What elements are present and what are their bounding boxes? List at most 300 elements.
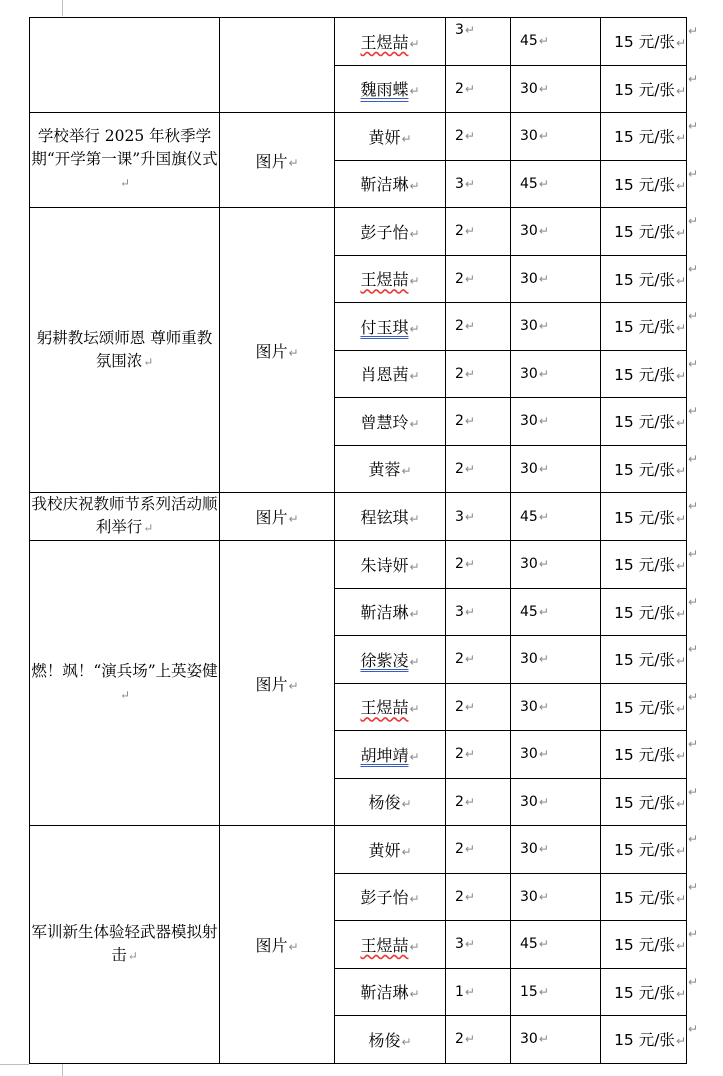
paragraph-mark-icon: ↵ — [464, 224, 475, 239]
paragraph-mark-icon: ↵ — [464, 604, 475, 619]
quantity-value — [446, 699, 475, 715]
paragraph-mark-icon: ↵ — [409, 179, 420, 194]
row-end-mark-icon: ↵ — [687, 832, 698, 846]
image-label: 图片 — [255, 151, 288, 171]
unit-price: 15 元/张 — [614, 318, 675, 337]
quantity-value — [446, 81, 475, 97]
paragraph-mark-icon: ↵ — [409, 321, 420, 336]
table-row — [30, 113, 687, 161]
amount-text: 30 — [520, 128, 538, 145]
amount-cell — [511, 636, 601, 684]
image-cell — [220, 826, 335, 1064]
student-name-cell — [335, 493, 446, 541]
quantity-cell — [446, 398, 511, 446]
paragraph-mark-icon: ↵ — [675, 654, 686, 669]
table-row — [30, 493, 687, 541]
amount-cell — [511, 588, 601, 636]
unit-price: 15 元/张 — [614, 983, 675, 1002]
quantity-text: 2 — [455, 365, 464, 382]
quantity-value — [446, 223, 475, 239]
amount-cell — [511, 731, 601, 779]
paragraph-mark-icon: ↵ — [675, 891, 686, 906]
paragraph-mark-icon: ↵ — [288, 345, 299, 360]
paragraph-mark-icon: ↵ — [464, 509, 475, 524]
quantity-cell — [446, 541, 511, 589]
amount-cell — [511, 65, 601, 113]
paragraph-mark-icon: ↵ — [409, 607, 420, 622]
quantity-cell — [446, 65, 511, 113]
unit-price-cell — [601, 303, 698, 351]
quantity-text: 3 — [455, 175, 464, 192]
quantity-value — [446, 936, 475, 952]
quantity-value — [446, 1031, 475, 1047]
paragraph-mark-icon: ↵ — [675, 749, 686, 764]
news-title-cell — [30, 493, 220, 541]
quantity-value — [446, 176, 475, 192]
student-name: 杨俊 — [368, 793, 401, 813]
quantity-cell — [446, 493, 511, 541]
row-end-mark-icon: ↵ — [687, 784, 698, 799]
paragraph-mark-icon: ↵ — [409, 702, 420, 717]
paragraph-mark-icon: ↵ — [675, 463, 686, 478]
row-end-mark-icon: ↵ — [687, 879, 698, 894]
unit-price: 15 元/张 — [614, 365, 675, 384]
quantity-value — [446, 794, 475, 810]
unit-price-cell — [601, 826, 698, 874]
news-title-cell — [30, 541, 220, 826]
amount-text: 30 — [520, 270, 538, 287]
paragraph-mark-icon: ↵ — [675, 416, 686, 431]
amount-value — [520, 889, 549, 905]
amount-text: 30 — [520, 698, 538, 715]
quantity-cell — [446, 968, 511, 1016]
unit-price: 15 元/张 — [614, 936, 675, 955]
unit-price: 15 元/张 — [614, 746, 675, 765]
news-title: 我校庆祝教师节系列活动顺利举行 — [31, 495, 218, 536]
amount-value — [520, 509, 549, 525]
student-name: 曾慧玲 — [360, 412, 409, 432]
paragraph-mark-icon: ↵ — [538, 889, 549, 904]
paragraph-mark-icon: ↵ — [675, 1034, 686, 1049]
paragraph-mark-icon: ↵ — [675, 701, 686, 716]
paragraph-mark-icon: ↵ — [464, 129, 475, 144]
amount-text: 15 — [520, 983, 538, 1000]
quantity-cell — [446, 208, 511, 256]
student-name: 彭子怡 — [360, 888, 409, 908]
paragraph-mark-icon: ↵ — [464, 842, 475, 857]
paragraph-mark-icon: ↵ — [675, 986, 686, 1001]
quantity-text: 3 — [455, 22, 464, 38]
paragraph-mark-icon: ↵ — [119, 176, 131, 190]
amount-cell — [511, 541, 601, 589]
paragraph-mark-icon: ↵ — [464, 1032, 475, 1047]
quantity-cell — [446, 303, 511, 351]
quantity-cell — [446, 873, 511, 921]
student-name-cell — [335, 921, 446, 969]
paragraph-mark-icon: ↵ — [127, 948, 138, 963]
unit-price: 15 元/张 — [614, 270, 675, 289]
paragraph-mark-icon: ↵ — [401, 131, 412, 146]
paragraph-mark-icon: ↵ — [401, 1034, 412, 1049]
student-name: 王煜喆 — [360, 935, 409, 955]
paragraph-mark-icon: ↵ — [675, 131, 686, 146]
quantity-cell — [446, 113, 511, 161]
news-title-cell — [30, 826, 220, 1064]
quantity-text: 2 — [455, 556, 464, 573]
unit-price-cell — [601, 731, 698, 779]
paragraph-mark-icon: ↵ — [409, 274, 420, 289]
news-title-cell — [30, 208, 220, 493]
amount-cell — [511, 445, 601, 493]
row-end-mark-icon: ↵ — [687, 166, 698, 181]
paragraph-mark-icon: ↵ — [464, 461, 475, 476]
student-name-cell — [335, 65, 446, 113]
amount-value — [520, 461, 549, 477]
quantity-value — [446, 556, 475, 572]
paragraph-mark-icon: ↵ — [143, 521, 154, 535]
paragraph-mark-icon: ↵ — [538, 509, 549, 524]
paragraph-mark-icon: ↵ — [409, 987, 420, 1002]
paragraph-mark-icon: ↵ — [538, 984, 549, 999]
row-end-mark-icon: ↵ — [687, 71, 698, 86]
paragraph-mark-icon: ↵ — [538, 461, 549, 476]
paragraph-mark-icon: ↵ — [675, 36, 686, 51]
amount-cell — [511, 160, 601, 208]
unit-price-cell — [601, 113, 698, 161]
quantity-value — [446, 461, 475, 477]
row-end-mark-icon: ↵ — [687, 261, 698, 276]
paragraph-mark-icon: ↵ — [538, 366, 549, 381]
paragraph-mark-icon: ↵ — [464, 81, 475, 96]
news-title: 躬耕教坛颂师恩 尊师重教氛围浓 — [36, 328, 213, 370]
unit-price: 15 元/张 — [614, 841, 675, 860]
quantity-cell — [446, 636, 511, 684]
paragraph-mark-icon: ↵ — [538, 937, 549, 952]
quantity-cell — [446, 683, 511, 731]
quantity-text: 2 — [455, 1031, 464, 1048]
amount-value — [520, 271, 549, 287]
quantity-value — [446, 271, 475, 287]
quantity-cell — [446, 350, 511, 398]
amount-text: 45 — [520, 603, 538, 620]
paragraph-mark-icon: ↵ — [675, 559, 686, 574]
student-name-cell — [335, 826, 446, 874]
image-label: 图片 — [255, 935, 288, 955]
student-name-cell — [335, 445, 446, 493]
row-end-mark-icon: ↵ — [687, 737, 698, 751]
paragraph-mark-icon: ↵ — [538, 34, 549, 49]
amount-cell — [511, 921, 601, 969]
paragraph-mark-icon: ↵ — [409, 512, 420, 526]
unit-price: 15 元/张 — [614, 80, 675, 99]
unit-price: 15 元/张 — [614, 175, 675, 194]
quantity-text: 2 — [455, 698, 464, 715]
student-name: 黄妍 — [368, 127, 401, 147]
quantity-value — [446, 889, 475, 905]
paragraph-mark-icon: ↵ — [464, 699, 475, 714]
amount-value — [520, 413, 549, 429]
student-name-cell — [335, 255, 446, 303]
row-end-mark-icon: ↵ — [687, 404, 698, 418]
page-corner-mark-top — [62, 0, 63, 16]
paragraph-mark-icon: ↵ — [538, 604, 549, 619]
page-corner-mark-bottom-h — [0, 1064, 29, 1065]
student-name: 程铉琪 — [360, 508, 409, 527]
paragraph-mark-icon: ↵ — [538, 557, 549, 572]
amount-value — [520, 223, 549, 239]
paragraph-mark-icon: ↵ — [675, 321, 686, 336]
student-name-cell — [335, 208, 446, 256]
amount-cell — [511, 350, 601, 398]
student-name-cell — [335, 778, 446, 826]
row-end-mark-icon: ↵ — [687, 499, 698, 513]
unit-price: 15 元/张 — [614, 603, 675, 622]
row-end-mark-icon: ↵ — [687, 356, 698, 371]
paragraph-mark-icon: ↵ — [538, 224, 549, 239]
amount-cell — [511, 255, 601, 303]
paragraph-mark-icon: ↵ — [675, 368, 686, 383]
table-row — [30, 541, 687, 589]
quantity-text: 1 — [455, 983, 464, 1000]
student-name-cell — [335, 350, 446, 398]
quantity-cell — [446, 18, 511, 66]
student-name: 黄妍 — [368, 840, 401, 860]
paragraph-mark-icon: ↵ — [675, 796, 686, 811]
image-cell — [220, 541, 335, 826]
paragraph-mark-icon: ↵ — [464, 271, 475, 286]
paragraph-mark-icon: ↵ — [675, 606, 686, 621]
amount-cell — [511, 778, 601, 826]
paragraph-mark-icon: ↵ — [401, 844, 412, 859]
student-name-cell — [335, 160, 446, 208]
row-end-mark-icon: ↵ — [687, 594, 698, 609]
paragraph-mark-icon: ↵ — [464, 414, 475, 429]
quantity-text: 2 — [455, 270, 464, 287]
quantity-text: 2 — [455, 128, 464, 145]
unit-price: 15 元/张 — [614, 33, 675, 52]
paragraph-mark-icon: ↵ — [675, 939, 686, 954]
unit-price: 15 元/张 — [614, 793, 675, 812]
quantity-value — [446, 366, 475, 382]
amount-value — [520, 984, 549, 1000]
paragraph-mark-icon: ↵ — [464, 937, 475, 952]
amount-text: 45 — [520, 508, 538, 525]
news-title: 军训新生体验轻武器模拟射击 — [31, 922, 218, 964]
row-end-mark-icon: ↵ — [687, 927, 698, 941]
unit-price: 15 元/张 — [614, 223, 675, 242]
student-name: 靳洁琳 — [360, 603, 409, 623]
amount-value — [520, 841, 549, 857]
table-row — [30, 18, 687, 66]
student-name: 朱诗妍 — [360, 555, 409, 575]
amount-value — [520, 176, 549, 192]
paragraph-mark-icon: ↵ — [288, 939, 299, 954]
row-end-mark-icon: ↵ — [687, 451, 698, 466]
unit-price-cell — [601, 350, 698, 398]
student-name: 靳洁琳 — [360, 175, 409, 195]
quantity-value — [446, 746, 475, 762]
news-title-cell — [30, 113, 220, 208]
amount-text: 30 — [520, 888, 538, 905]
amount-text: 30 — [520, 80, 538, 97]
unit-price: 15 元/张 — [614, 556, 675, 575]
quantity-text: 2 — [455, 651, 464, 668]
paragraph-mark-icon: ↵ — [464, 747, 475, 762]
quantity-cell — [446, 445, 511, 493]
student-name: 彭子怡 — [360, 222, 409, 242]
student-name: 徐紫凌 — [360, 650, 409, 670]
student-name: 杨俊 — [368, 1030, 401, 1050]
quantity-cell — [446, 731, 511, 779]
quantity-text: 3 — [455, 508, 464, 525]
amount-cell — [511, 826, 601, 874]
row-end-mark-icon: ↵ — [687, 547, 698, 561]
paragraph-mark-icon: ↵ — [464, 557, 475, 572]
unit-price: 15 元/张 — [614, 508, 675, 527]
unit-price: 15 元/张 — [614, 128, 675, 147]
paragraph-mark-icon: ↵ — [401, 464, 412, 479]
paragraph-mark-icon: ↵ — [538, 699, 549, 714]
news-title: 学校举行 2025 年秋季学期“开学第一课”升国旗仪式 — [31, 127, 218, 168]
unit-price-cell — [601, 588, 698, 636]
amount-text: 30 — [520, 651, 538, 668]
paragraph-mark-icon: ↵ — [409, 654, 420, 669]
unit-price: 15 元/张 — [614, 888, 675, 907]
amount-value — [520, 794, 549, 810]
quantity-text: 2 — [455, 841, 464, 858]
quantity-cell — [446, 921, 511, 969]
student-name-cell — [335, 731, 446, 779]
quantity-text: 3 — [455, 603, 464, 620]
unit-price-cell — [601, 968, 698, 1016]
unit-price-cell — [601, 160, 698, 208]
paragraph-mark-icon: ↵ — [288, 512, 299, 526]
photo-fee-table — [29, 17, 698, 1064]
amount-value — [520, 81, 549, 97]
unit-price-cell — [601, 778, 698, 826]
quantity-value — [455, 22, 475, 38]
amount-value — [520, 936, 549, 952]
paragraph-mark-icon: ↵ — [409, 36, 420, 51]
row-end-mark-icon: ↵ — [687, 24, 698, 38]
amount-cell — [511, 398, 601, 446]
student-name-cell — [335, 18, 446, 66]
student-name: 肖恩茜 — [360, 365, 409, 385]
student-name-cell — [335, 303, 446, 351]
amount-text: 45 — [520, 175, 538, 192]
quantity-cell — [446, 588, 511, 636]
image-label: 图片 — [255, 508, 288, 527]
amount-cell — [511, 683, 601, 731]
amount-value — [520, 604, 549, 620]
paragraph-mark-icon: ↵ — [538, 794, 549, 809]
amount-text: 30 — [520, 1031, 538, 1048]
amount-text: 30 — [520, 460, 538, 477]
quantity-value — [446, 318, 475, 334]
amount-cell — [511, 208, 601, 256]
row-end-mark-icon: ↵ — [687, 689, 698, 704]
image-label: 图片 — [255, 674, 288, 694]
amount-value — [520, 128, 549, 144]
paragraph-mark-icon: ↵ — [538, 129, 549, 144]
quantity-text: 2 — [455, 888, 464, 905]
quantity-value — [446, 984, 475, 1000]
unit-price-cell — [601, 873, 698, 921]
quantity-cell — [446, 160, 511, 208]
student-name: 王煜喆 — [360, 32, 409, 52]
row-end-mark-icon: ↵ — [687, 974, 698, 989]
image-cell — [220, 208, 335, 493]
amount-cell — [511, 968, 601, 1016]
amount-value — [520, 33, 549, 49]
paragraph-mark-icon: ↵ — [675, 178, 686, 193]
row-end-mark-icon: ↵ — [687, 214, 698, 228]
student-name-cell — [335, 588, 446, 636]
student-name: 王煜喆 — [360, 698, 409, 718]
student-name-cell — [335, 873, 446, 921]
paragraph-mark-icon: ↵ — [538, 319, 549, 334]
amount-text: 30 — [520, 318, 538, 335]
unit-price-cell — [601, 541, 698, 589]
unit-price-cell — [601, 921, 698, 969]
paragraph-mark-icon: ↵ — [464, 984, 475, 999]
amount-text: 45 — [520, 33, 538, 50]
amount-cell — [511, 493, 601, 541]
amount-text: 30 — [520, 413, 538, 430]
paragraph-mark-icon: ↵ — [288, 678, 299, 693]
quantity-cell — [446, 778, 511, 826]
paragraph-mark-icon: ↵ — [409, 369, 420, 384]
quantity-cell — [446, 826, 511, 874]
unit-price: 15 元/张 — [614, 698, 675, 717]
student-name: 靳洁琳 — [360, 983, 409, 1003]
paragraph-mark-icon: ↵ — [538, 414, 549, 429]
table-row — [30, 208, 687, 256]
table-row — [30, 826, 687, 874]
page-corner-mark-bottom — [62, 1064, 63, 1076]
paragraph-mark-icon: ↵ — [538, 747, 549, 762]
paragraph-mark-icon: ↵ — [409, 416, 420, 431]
paragraph-mark-icon: ↵ — [409, 749, 420, 764]
paragraph-mark-icon: ↵ — [409, 892, 420, 907]
paragraph-mark-icon: ↵ — [538, 176, 549, 191]
amount-cell — [511, 113, 601, 161]
paragraph-mark-icon: ↵ — [288, 155, 299, 170]
news-title-cell — [30, 18, 220, 113]
amount-text: 45 — [520, 936, 538, 953]
unit-price: 15 元/张 — [614, 413, 675, 432]
unit-price-cell — [601, 398, 698, 446]
paragraph-mark-icon: ↵ — [464, 794, 475, 809]
paragraph-mark-icon: ↵ — [675, 844, 686, 859]
paragraph-mark-icon: ↵ — [409, 939, 420, 954]
unit-price-cell — [601, 255, 698, 303]
unit-price-cell — [601, 18, 698, 66]
paragraph-mark-icon: ↵ — [538, 81, 549, 96]
unit-price-cell — [601, 208, 698, 256]
quantity-text: 2 — [455, 80, 464, 97]
amount-text: 30 — [520, 365, 538, 382]
amount-value — [520, 318, 549, 334]
amount-value — [520, 366, 549, 382]
student-name-cell — [335, 541, 446, 589]
paragraph-mark-icon: ↵ — [119, 687, 131, 702]
paragraph-mark-icon: ↵ — [409, 226, 420, 241]
quantity-cell — [446, 255, 511, 303]
quantity-text: 3 — [455, 936, 464, 953]
quantity-text: 2 — [455, 318, 464, 335]
paragraph-mark-icon: ↵ — [401, 797, 412, 812]
